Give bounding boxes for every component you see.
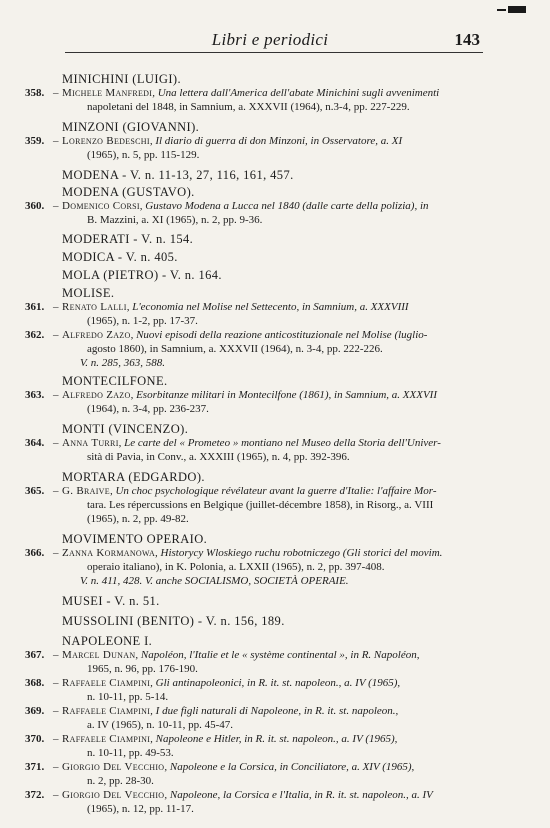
entry-author: Raffaele Ciampini <box>62 677 151 689</box>
cross-reference: V. n. 285, 363, 588. <box>80 357 166 369</box>
subject-heading: NAPOLEONE I. <box>62 634 153 648</box>
subject-heading: MINZONI (GIOVANNI). <box>62 120 200 134</box>
entry-text: , Napoleone e Hitler, in R. it. st. napoleon., a. IV (1965), <box>150 733 398 745</box>
bibliography-entry: 367. – Marcel Dunan, Napoléon, l'Italie et le « système continental », in R. Napoléon, 1965, n. 96, pp. 176-190. <box>25 649 420 675</box>
subject-heading: MODENA - V. n. 11-13, 27, 116, 161, 457. <box>62 168 294 182</box>
entry-text: , Gustavo Modena a Lucca nel 1840 (dalle carte della polizia), in <box>139 200 429 212</box>
bibliography-entry: 365. – G. Braive, Un choc psychologique révélateur avant la guerre d'Italie: l'affaire Mor- tara. Les répercussions en Belgique (juillet-décembre 1858), in Risorg., a. VIII (1965), n. 2, pp. 49-82. <box>25 485 437 525</box>
bibliography-entry: 370. – Raffaele Ciampini, Napoleone e Hitler, in R. it. st. napoleon., a. IV (1965), n. 10-11, pp. 49-53. <box>25 733 398 759</box>
entry-text: , L'economia nel Molise nel Settecento, in Samnium, a. XXXVIII <box>126 301 409 313</box>
entry-author: Lorenzo Bedeschi <box>62 135 150 147</box>
entry-number: 363. <box>25 389 45 401</box>
running-title: Libri e periodici <box>211 30 329 49</box>
entry-text: , Nuovi episodi della reazione anticostituzionale nel Molise (luglio- <box>130 329 428 341</box>
entry-number: 372. <box>25 789 45 801</box>
entry-continuation: n. 2, pp. 28-30. <box>87 775 154 787</box>
subject-heading: MOLISE. <box>62 286 115 300</box>
entry-author: Marcel Dunan <box>62 649 136 661</box>
entry-text: , Una lettera dall'America dell'abate Minichini sugli avvenimenti <box>152 87 440 99</box>
entry-continuation: 1965, n. 96, pp. 176-190. <box>87 663 198 675</box>
subject-heading: MODENA (GUSTAVO). <box>62 185 195 199</box>
entry-author: Alfredo Zazo <box>62 329 131 341</box>
bibliography-entry: 358. – Michele Manfredi, Una lettera dall'America dell'abate Minichini sugli avvenimenti napoletani del 1848, in Samnium, a. XXXVII (1964), n.3-4, pp. 227-229. <box>25 87 440 113</box>
entry-author: Alfredo Zazo <box>62 389 131 401</box>
entry-number: 362. <box>25 329 45 341</box>
subject-heading: MONTI (VINCENZO). <box>62 422 189 436</box>
bibliography-entry: 361. – Renato Lalli, L'economia nel Molise nel Settecento, in Samnium, a. XXXVIII (1965), n. 1-2, pp. 17-37. <box>25 301 409 327</box>
entry-continuation: B. Mazzini, a. XI (1965), n. 2, pp. 9-36. <box>87 214 263 226</box>
entry-author: Giorgio Del Vecchio <box>62 761 165 773</box>
entry-number: 370. <box>25 733 45 745</box>
entry-number: 366. <box>25 547 45 559</box>
entry-number: 365. <box>25 485 45 497</box>
entry-number: 368. <box>25 677 45 689</box>
bibliography-entry: 368. – Raffaele Ciampini, Gli antinapoleonici, in R. it. st. napoleon., a. IV (1965), n. 10-11, pp. 5-14. <box>25 677 401 703</box>
entry-author: Domenico Corsi <box>62 200 140 212</box>
entry-author: Raffaele Ciampini <box>62 705 151 717</box>
entry-continuation: (1965), n. 1-2, pp. 17-37. <box>87 315 198 327</box>
entry-author: Anna Turri <box>62 437 119 449</box>
entry-text: , Gli antinapoleonici, in R. it. st. napoleon., a. IV (1965), <box>150 677 401 689</box>
entry-text: , Esorbitanze militari in Montecilfone (1861), in Samnium, a. XXXVII <box>130 389 438 401</box>
subject-heading: MUSEI - V. n. 51. <box>62 594 160 608</box>
bibliography-entry: 364. – Anna Turri, Le carte del « Prometeo » montiano nel Museo della Storia dell'Univer- sità di Pavia, in Conv., a. XXXIII (1965), n. 4, pp. 392-396. <box>25 437 441 463</box>
entry-continuation: (1965), n. 2, pp. 49-82. <box>87 513 189 525</box>
entry-number: 359. <box>25 135 45 147</box>
bibliography-entry: 372. – Giorgio Del Vecchio, Napoleone, la Corsica e l'Italia, in R. it. st. napoleon., a. IV (1965), n. 12, pp. 11-17. <box>25 789 433 815</box>
entry-number: 358. <box>25 87 45 99</box>
bibliography-entry: 369. – Raffaele Ciampini, I due figli naturali di Napoleone, in R. it. st. napoleon., a. IV (1965), n. 10-11, pp. 45-47. <box>25 705 399 731</box>
subject-heading: MOLA (PIETRO) - V. n. 164. <box>62 268 222 282</box>
entry-number: 371. <box>25 761 45 773</box>
bibliography-entry: 366. – Zanna Kormanowa, Historycy Wloskiego ruchu robotniczego (Gli storici del movim. operaio italiano), in K. Polonia, a. LXXII (1965), n. 2, pp. 397-408. <box>25 547 443 573</box>
entry-continuation: (1964), n. 3-4, pp. 236-237. <box>87 403 209 415</box>
entry-continuation: n. 10-11, pp. 49-53. <box>87 747 174 759</box>
entry-text: , Historycy Wloskiego ruchu robotniczego (Gli storici del movim. <box>155 547 443 559</box>
subject-heading: MONTECILFONE. <box>62 374 168 388</box>
entry-continuation: tara. Les répercussions en Belgique (juillet-décembre 1858), in Risorg., a. VIII <box>87 499 434 511</box>
entry-number: 369. <box>25 705 45 717</box>
entry-number: 361. <box>25 301 45 313</box>
entry-author: Raffaele Ciampini <box>62 733 151 745</box>
entry-author: Renato Lalli <box>62 301 127 313</box>
entry-author: G. Braive <box>62 485 110 497</box>
subject-heading: MODERATI - V. n. 154. <box>62 232 194 246</box>
entry-continuation: napoletani del 1848, in Samnium, a. XXXVII (1964), n.3-4, pp. 227-229. <box>87 101 410 113</box>
entry-text: , Un choc psychologique révélateur avant la guerre d'Italie: l'affaire Mor- <box>109 485 437 497</box>
entry-continuation: (1965), n. 12, pp. 11-17. <box>87 803 194 815</box>
entry-text: , Il diario di guerra di don Minzoni, in Osservatore, a. XI <box>149 135 403 147</box>
entry-continuation: n. 10-11, pp. 5-14. <box>87 691 169 703</box>
subject-heading: MODICA - V. n. 405. <box>62 250 178 264</box>
entry-continuation: (1965), n. 5, pp. 115-129. <box>87 149 200 161</box>
subject-heading: MORTARA (EDGARDO). <box>62 470 205 484</box>
entry-number: 364. <box>25 437 45 449</box>
corner-mark <box>508 6 526 13</box>
subject-heading: MINICHINI (LUIGI). <box>62 72 181 86</box>
entry-author: Zanna Kormanowa <box>62 547 156 559</box>
entry-text: , I due figli naturali di Napoleone, in R. it. st. napoleon., <box>150 705 399 717</box>
entry-author: Giorgio Del Vecchio <box>62 789 165 801</box>
bibliography-entry: 371. – Giorgio Del Vecchio, Napoleone e la Corsica, in Conciliatore, a. XIV (1965), n. 2, pp. 28-30. <box>25 761 415 787</box>
entry-continuation: operaio italiano), in K. Polonia, a. LXXII (1965), n. 2, pp. 397-408. <box>87 561 385 573</box>
entry-text: , Napoléon, l'Italie et le « système continental », in R. Napoléon, <box>135 649 420 661</box>
entry-text: , Le carte del « Prometeo » montiano nel Museo della Storia dell'Univer- <box>118 437 441 449</box>
bibliography-entry: 359. – Lorenzo Bedeschi, Il diario di guerra di don Minzoni, in Osservatore, a. XI (1965), n. 5, pp. 115-129. <box>25 135 403 161</box>
entry-text: , Napoleone e la Corsica, in Conciliatore, a. XIV (1965), <box>164 761 415 773</box>
bibliography-entry: 360. – Domenico Corsi, Gustavo Modena a Lucca nel 1840 (dalle carte della polizia), in B. Mazzini, a. XI (1965), n. 2, pp. 9-36. <box>25 200 429 226</box>
cross-reference: V. n. 411, 428. V. anche SOCIALISMO, SOCIETÀ OPERAIE. <box>80 575 349 587</box>
entry-continuation: agosto 1860), in Samnium, a. XXXVII (1964), n. 3-4, pp. 222-226. <box>87 343 383 355</box>
entry-continuation: a. IV (1965), n. 10-11, pp. 45-47. <box>87 719 234 731</box>
page-number: 143 <box>454 30 480 49</box>
header-rule <box>65 52 483 53</box>
subject-heading: MUSSOLINI (BENITO) - V. n. 156, 189. <box>62 614 285 628</box>
corner-mark-small <box>497 9 506 11</box>
entry-continuation: sità di Pavia, in Conv., a. XXXIII (1965), n. 4, pp. 392-396. <box>87 451 350 463</box>
subject-heading: MOVIMENTO OPERAIO. <box>62 532 208 546</box>
entry-author: Michele Manfredi <box>62 87 153 99</box>
entry-text: , Napoleone, la Corsica e l'Italia, in R. it. st. napoleon., a. IV <box>164 789 433 801</box>
bibliography-entry: 362. – Alfredo Zazo, Nuovi episodi della reazione anticostituzionale nel Molise (luglio- agosto 1860), in Samnium, a. XXXVII (1964), n. 3-4, pp. 222-226. <box>25 329 428 355</box>
entry-number: 360. <box>25 200 45 212</box>
bibliography-entry: 363. – Alfredo Zazo, Esorbitanze militari in Montecilfone (1861), in Samnium, a. XXXVII (1964), n. 3-4, pp. 236-237. <box>25 389 438 415</box>
entry-number: 367. <box>25 649 45 661</box>
